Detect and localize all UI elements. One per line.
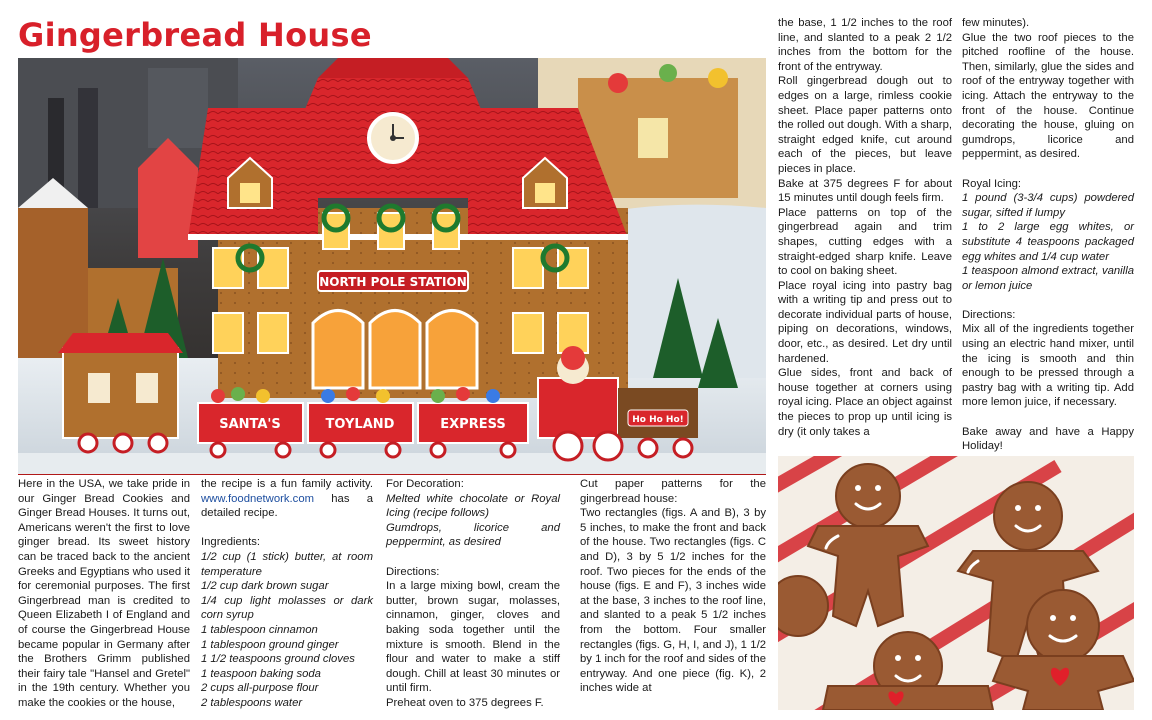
train-cars: [198, 403, 528, 443]
assembly-paragraph: Roll gingerbread dough out to edges on a large, rimless cookie sheet. Place paper patterns onto the rolled out dough. With a sharp, straight edged knife, cut around each of the pieces, but leave pieces in place.: [778, 75, 952, 175]
icing-item: 1 teaspoon almond extract, vanilla or lemon juice: [962, 265, 1134, 292]
ingredients-column: [201, 477, 373, 711]
decoration-column: [386, 477, 560, 711]
assembly-paragraph: few minutes).: [962, 17, 1030, 29]
decoration-heading: For Decoration:: [386, 478, 464, 490]
ingredient-item: 2 tablespoons water: [201, 696, 303, 709]
car-label-toyland: TOYLAND: [325, 417, 395, 432]
assembly-paragraph: Glue the two roof pieces to the pitched roofline of the house. Then, similarly, glue the sides and roof of the entryway together with icing. Attach the entryway to the front of the house. Continue decorating the house, gluing on gumdrops, licorice and peppermint, as desired.: [962, 31, 1134, 161]
patterns-intro: Cut paper patterns for the gingerbread house:: [580, 478, 766, 505]
gingerbread-house-photo: [18, 58, 766, 475]
icing-directions-heading: Directions:: [962, 308, 1016, 321]
decoration-item: Gumdrops, licorice and peppermint, as desired: [386, 521, 560, 549]
engine-sign: Ho Ho Ho!: [632, 415, 684, 425]
ingredient-item: 1 1/2 teaspoons ground cloves: [201, 653, 355, 666]
ingredient-item: 1 tablespoon cinnamon: [201, 623, 318, 636]
icing-item: 1 to 2 large egg whites, or substitute 4 teaspoons packaged egg whites and 1/4 cup water: [962, 221, 1134, 263]
ingredients-heading: Ingredients:: [201, 536, 261, 549]
assembly-paragraph: Bake at 375 degrees F for about 15 minutes until dough feels firm.: [778, 177, 952, 205]
gingerbread-men-photo: [778, 456, 1134, 710]
foodnetwork-link[interactable]: www.foodnetwork.com: [201, 492, 315, 505]
directions-heading: Directions:: [386, 565, 440, 578]
ingredient-item: 1/4 cup light molasses or dark corn syrup: [201, 594, 373, 622]
intro-column: [18, 477, 190, 711]
station-sign: NORTH POLE STATION: [319, 275, 467, 289]
royal-icing-heading: Royal Icing:: [962, 177, 1022, 190]
intro-paragraph: Here in the USA, we take pride in our Ginger Bread Cookies and Ginger Bread Houses. It turns out, Americans weren't the first to love ginger bread. Its sweet history can be traced back to the ancient Greeks and Egyptians who used it for ceremonial purposes. The first Gingerbread man is credited to Queen Elizabeth I of England and of course the Gingerbread House became popular in Germany after the Brothers Grimm published their fairy tale "Hansel and Gretel" in the 19th century. Whether you make the cookies or the house,: [18, 478, 190, 709]
closing-line: Bake away and have a Happy Holiday!: [962, 425, 1134, 453]
assembly-paragraph: the base, 1 1/2 inches to the roof line, and slanted to a peak 2 1/2 inches from the bottom for the front of the entryway.: [778, 17, 952, 73]
car-label-express: EXPRESS: [440, 417, 506, 432]
directions-paragraph: Preheat oven to 375 degrees F.: [386, 696, 544, 709]
assembly-column: [778, 16, 952, 439]
ingredient-item: 1 tablespoon ground ginger: [201, 638, 339, 651]
patterns-column: [580, 477, 766, 696]
ingredient-item: 1/2 cup dark brown sugar: [201, 580, 329, 593]
decoration-item: Melted white chocolate or Royal Icing (recipe follows): [386, 492, 560, 520]
ingredient-item: 1 teaspoon baking soda: [201, 667, 321, 680]
ingredient-item: 2 cups all-purpose flour: [201, 682, 319, 695]
intro-continued: the recipe is a fun family activity. www.foodnetwork.com has a detailed recipe.: [201, 478, 373, 520]
icing-column: [962, 16, 1134, 454]
page-title: Gingerbread House: [18, 16, 372, 54]
icing-item: 1 pound (3-3/4 cups) powdered sugar, sifted if lumpy: [962, 192, 1134, 219]
assembly-paragraph: Place royal icing into pastry bag with a writing tip and press out to decorate individual parts of house, piping on decorations, windows, door, etc., as desired. Let dry until hardened.: [778, 279, 952, 365]
icing-directions-paragraph: Mix all of the ingredients together using an electric hand mixer, until the icing is smooth and thin enough to be pressed through a pastry bag with a writing tip. Add more lemon juice, if necessary.: [962, 323, 1134, 409]
ingredient-item: 1/2 cup (1 stick) butter, at room temperature: [201, 550, 373, 578]
directions-paragraph: In a large mixing bowl, cream the butter, brown sugar, molasses, cinnamon, ginger, cloves and baking soda together until the mixture is smooth. Blend in the flour and water to make a stiff dough. Chill at least 30 minutes or until firm.: [386, 580, 560, 695]
car-label-santas: SANTA'S: [219, 417, 281, 432]
patterns-paragraph: Two rectangles (figs. A and B), 3 by 5 inches, to make the front and back of the house. Two rectangles (figs. C and D), 3 by 5 1/2 inches for the roof. Two pieces for the ends of the house (figs. E and F), 3 inches wide at the base, 3 inches to the roof line, and slanted to a peak 5 1/2 inches from the bottom. Four smaller rectangles (figs. G, H, I, and J), 1 1/2 by 1 inch for the roof and sides of the entryway. And one piece (fig. K), 2 inches wide at: [580, 507, 766, 695]
assembly-paragraph: Glue sides, front and back of house together at corners using royal icing. Place an object against the pieces to prop up until icing is dry (it only takes a: [778, 367, 952, 438]
assembly-paragraph: Place patterns on top of the gingerbread again and trim shapes, cutting edges with a straight-edged sharp knife. Leave to cool on baking sheet.: [778, 206, 952, 278]
